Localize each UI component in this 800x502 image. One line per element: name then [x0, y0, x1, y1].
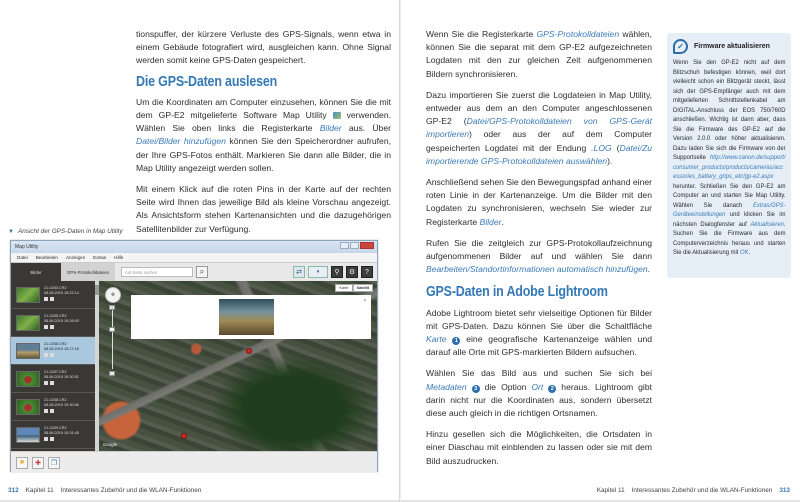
support-url: http://www.canon.de/support/consumer_products/products/cameras/accessories_battery_grips_etc/gp-e2.aspx [673, 154, 786, 180]
edit-icon [44, 409, 48, 413]
image-list-item-selected[interactable] [11, 337, 99, 365]
satellite-map[interactable] [99, 281, 377, 451]
edit-icon [44, 437, 48, 441]
gps-icon [50, 409, 54, 413]
page-number: 312 [8, 487, 19, 494]
image-meta [44, 426, 79, 443]
paragraph-sync [426, 237, 652, 277]
image-date: 08.06.2015 15:22:14 [44, 291, 79, 295]
zoom-in-button[interactable]: + [110, 305, 114, 310]
image-filename: 21-0253.CR2 [44, 286, 67, 290]
sync-map-button[interactable] [293, 266, 305, 278]
image-list-item[interactable] [11, 309, 99, 337]
close-button[interactable] [360, 242, 374, 249]
image-meta [44, 314, 79, 331]
text: aus. Über [341, 123, 391, 134]
edit-icon [44, 381, 48, 385]
paragraph-pins: Mit einem Klick auf die roten Pins in der Karte auf der rechten Seite wird Ihnen das jeweilige Bild als kleine Vorschau angezeigt. Als Ansichtsform stehen Kartenansichten und die dazugehörigen Satellitenbilder zur Verfügung. [136, 184, 391, 234]
help-button[interactable] [361, 266, 373, 278]
map-type-satellit[interactable]: Satellit [353, 284, 373, 292]
text: Wenn Sie die Registerkarte [426, 29, 537, 39]
text: . [748, 249, 751, 256]
image-thumbnail [16, 287, 40, 303]
paragraph-metadata [426, 367, 652, 420]
map-utility-window [10, 240, 378, 472]
tiles-icon: ❐ [50, 459, 58, 467]
gps-icon [50, 297, 54, 301]
chapter-title: Interessantes Zubehör und die WLAN-Funktionen [60, 487, 202, 494]
image-filename: 21-0257.CR2 [44, 370, 67, 374]
callout-badge: 3 [472, 385, 480, 393]
image-status-icons [44, 380, 79, 387]
ui-term: Aktualisieren [750, 220, 784, 228]
paragraph-gps-tab [426, 28, 652, 81]
image-date: 08.06.2015 15:31:45 [44, 431, 79, 435]
gps-log-button[interactable] [48, 457, 60, 469]
menu-extras[interactable]: Extras [93, 255, 107, 260]
gps-icon [50, 437, 54, 441]
image-thumbnail [16, 427, 40, 443]
map-attribution: Google [103, 442, 118, 447]
window-title: Map Utility [15, 244, 39, 250]
ui-term: Bilder [319, 123, 342, 134]
image-date: 08.06.2015 15:27:16 [44, 347, 79, 351]
text: Anschließend sehen Sie den Bewegungspfad anhand einer roten Linie in der Kartenanzeige. Um die Bilder mit den Logdaten zu synchronisieren, wechseln Sie wieder zur Registerkarte [426, 177, 652, 227]
text: verwenden. Wählen Sie oben links die Registerkarte [136, 110, 391, 134]
menu-bearbeiten[interactable]: Bearbeiten [35, 255, 58, 260]
image-status-icons [44, 352, 79, 359]
paragraph-import-logs [426, 89, 652, 168]
image-status-icons [44, 436, 79, 443]
intro-paragraph: tionspuffer, der kürzere Verluste des GPS-Signals, wenn etwa in einem Gebäude fotografiert wird, ausgleichen kann. Ohne Signal werden somit keine GPS-Daten gespeichert. [136, 29, 391, 66]
menu-anzeigen[interactable]: Anzeigen [65, 255, 86, 260]
text: ). [607, 155, 613, 166]
section-heading: Die GPS-Daten auslesen [136, 73, 278, 90]
text: Rufen Sie die zeitgleich zur GPS-Protokollaufzeichnung aufgenommenen Bilder auf und wählen Sie dann [426, 237, 652, 262]
note-header [673, 39, 785, 54]
chapter-title: Interessantes Zubehör und die WLAN-Funktionen [631, 487, 773, 494]
ui-term: Metadaten [426, 381, 467, 392]
text: die Option [479, 381, 532, 392]
search-icon: ⌕ [199, 267, 205, 276]
text: . [647, 264, 651, 275]
route-button[interactable] [331, 266, 343, 278]
text: Dazu importieren Sie zuerst die Logdateien in Map Utility, entweder aus dem an den Computer angeschlossenen GP-E2 ( [426, 89, 652, 127]
tab-bilder[interactable]: Bilder [11, 263, 61, 281]
menu-bar [11, 253, 377, 263]
checkmark-bubble-icon: ✓ [673, 39, 688, 54]
image-status-icons [44, 296, 79, 303]
caption-marker-icon: ▼ [8, 229, 14, 235]
note-body [673, 58, 786, 258]
chapter-label: Kapitel 11 [596, 487, 625, 494]
image-list [11, 281, 99, 451]
ui-term: Ort [531, 381, 544, 392]
app-toolbar [11, 263, 377, 281]
text: heraus. Lightroom gibt darin nicht nur die Koordinaten aus, sondern übersetzt diese auch gleich in die richtigen Ortsnamen. [426, 381, 653, 419]
paragraph-path [426, 176, 652, 229]
text: . Suchen Sie die Firmware aus dem Computerverzeichnis heraus und starten Sie die Aktualisierung mit [673, 220, 786, 256]
image-thumbnail [16, 315, 40, 331]
image-status-icons [44, 324, 79, 331]
image-date: 08.06.2015 15:26:00 [44, 319, 79, 323]
map-pin[interactable] [181, 433, 187, 439]
search-button[interactable] [196, 266, 208, 278]
edit-icon [44, 353, 48, 357]
gps-icon [50, 325, 54, 329]
image-meta [44, 286, 79, 303]
pin-sync-icon: ✚ [35, 459, 41, 467]
text: Adobe Lightroom bietet sehr vielseitige Optionen für Bilder mit GPS-Daten. Dazu können Sie über die Schaltfläche [426, 307, 652, 331]
zoom-slider-track[interactable] [112, 309, 113, 369]
sync-gps-button[interactable] [32, 457, 44, 469]
ui-term: Bilder [479, 216, 502, 227]
text: eine geografische Kartenanzeige wählen und darauf alle Orte mit GPS-markierten Bildern aufsuchen. [426, 334, 653, 358]
map-utility-icon [333, 112, 341, 119]
ui-term: Karte [426, 334, 447, 345]
paragraph-map-utility [136, 96, 391, 175]
note-title: Firmware aktualisieren [694, 43, 770, 50]
ui-term: Bearbeiten/Standortinformationen automatisch hinzufügen [426, 264, 648, 275]
ui-term: Datei/GPS-Protokolldateien von GPS-Gerät importieren [426, 116, 652, 140]
right-text-column [426, 28, 652, 476]
folder-icon: ■ [19, 459, 25, 466]
map-pin[interactable] [246, 348, 252, 354]
image-thumbnail [16, 371, 40, 387]
tab-gps-protokolldateien[interactable]: GPS-Protokolldateien [61, 263, 115, 281]
menu-datei[interactable]: Datei [17, 255, 28, 260]
app-body [11, 281, 377, 451]
figure-caption [8, 228, 123, 235]
map-search-input[interactable]: Auf Karte suchen [121, 267, 193, 277]
image-date: 08.06.2015 15:30:56 [44, 403, 79, 407]
image-filename: 21-0255.CR2 [44, 314, 67, 318]
window-controls [340, 242, 374, 249]
map-display-dropdown[interactable] [308, 266, 328, 278]
menu-hilfe[interactable]: Hilfe [114, 255, 124, 260]
text: . [501, 216, 504, 227]
gear-icon: ⚙ [348, 269, 356, 276]
callout-badge: 2 [548, 385, 556, 393]
ui-term: Extras/GPS-Geräteeinstellungen [673, 201, 786, 218]
pan-control[interactable] [105, 287, 121, 303]
image-meta [44, 370, 79, 387]
zoom-slider-handle[interactable] [109, 327, 115, 332]
preview-image [219, 299, 274, 335]
page-footer-right [597, 487, 790, 494]
image-thumbnail [16, 399, 40, 415]
image-list-item[interactable] [11, 421, 99, 449]
image-list-item[interactable] [11, 281, 99, 309]
gps-icon [50, 381, 54, 385]
app-footer-toolbar [11, 451, 377, 473]
text: Wenn Sie den GP-E2 nicht auf dem Blitzschuh befestigen können, weil dort vielleicht schon ein Blitzgerät steckt, lässt sich der GPS-Empfänger auch mit dem mitgelieferten Schnittstellenkabel am DIGITAL-Anschluss der EOS 750/760D anschließen. Wichtig ist dann aber, dass Sie die Firmware des GP-E2 auf die Version 2.0.0 oder höher aktualisieren. Dazu laden Sie sich die Firmware von der Supportseite [673, 59, 786, 161]
add-images-button[interactable] [16, 457, 28, 469]
image-list-item[interactable] [11, 393, 99, 421]
image-meta [44, 342, 79, 359]
chevron-down-icon: ▾ [316, 269, 320, 275]
maximize-button[interactable] [350, 242, 359, 249]
text: und klicken Sie im nächsten Dialogfenster auf [673, 211, 786, 228]
ui-term: .LOG [591, 142, 612, 153]
minimize-button[interactable] [340, 242, 349, 249]
image-filename: 21-0259.CR2 [44, 426, 67, 430]
image-status-icons [44, 408, 79, 415]
page-footer-left [8, 487, 201, 494]
paragraph-lightroom [426, 307, 652, 360]
text: ) oder aus der auf dem Computer gespeicherten Logdatei mit der Endung [426, 129, 652, 153]
text: ( [611, 142, 620, 153]
map-type-toggle [335, 284, 373, 292]
firmware-note-box [667, 33, 791, 278]
ui-term: Datei/Zu importierende GPS-Protokolldateien auswählen [426, 142, 653, 166]
ui-term: OK [740, 249, 749, 256]
text: wählen, können Sie die separat mit dem GP-E2 aufgezeichneten Logdaten mit den zur gleichen Zeit aufgenommenen Bildern synchronisieren. [426, 29, 653, 79]
text: Um die Koordinaten am Computer einzusehen, können Sie die mit dem GP-E2 mitgelieferte Software Map Utility [136, 96, 391, 121]
popup-close-icon[interactable]: ✕ [362, 298, 367, 304]
image-filename: 21-0258.CR2 [44, 398, 67, 402]
text: Wählen Sie das Bild aus und suchen Sie sich bei [426, 368, 652, 379]
sync-icon: ⇄ [296, 269, 302, 276]
edit-icon [44, 325, 48, 329]
image-meta [44, 398, 79, 415]
text: können Sie den Speicherordner aufrufen, der Ihre GPS-Fotos enthält. Markieren Sie dann alle Bilder, die in Map Utility angezeigt werden sollen. [136, 136, 391, 173]
edit-icon [44, 297, 48, 301]
image-date: 08.06.2015 15:30:51 [44, 375, 79, 379]
ui-term: Datei/Bilder hinzufügen [136, 136, 226, 147]
settings-button[interactable] [346, 266, 358, 278]
caption-text: Ansicht der GPS-Daten in Map Utility [17, 228, 123, 235]
image-filename: 21-0256.CR2 [44, 342, 67, 346]
image-list-item[interactable] [11, 365, 99, 393]
section-heading-lightroom: GPS-Daten in Adobe Lightroom [426, 284, 608, 301]
toolbar-right-group [293, 266, 373, 278]
page-number: 313 [779, 487, 790, 494]
gps-icon [50, 353, 54, 357]
window-titlebar [11, 241, 377, 253]
text: herunter. Schließen Sie den GP-E2 am Computer an und starten Sie Map Utility. Wählen Sie danach [673, 182, 786, 209]
left-text-column [136, 28, 391, 244]
pan-arrows-icon: ✥ [110, 292, 116, 298]
zoom-out-button[interactable]: − [110, 371, 114, 376]
callout-badge: 1 [452, 337, 460, 345]
image-thumbnail [16, 343, 40, 359]
image-preview-popup [131, 295, 371, 339]
help-icon: ? [365, 268, 369, 276]
route-icon: ⚲ [334, 269, 340, 276]
ui-term: GPS-Protokolldateien [536, 29, 620, 39]
chapter-label: Kapitel 11 [25, 487, 54, 494]
map-type-karte[interactable]: Karte [335, 284, 352, 292]
paragraph-slideshow: Hinzu gesellen sich die Möglichkeiten, die Ortsdaten in einer Diaschau mit einblenden zu lassen oder sie mit dem Bild auszudrucken. [426, 429, 652, 466]
